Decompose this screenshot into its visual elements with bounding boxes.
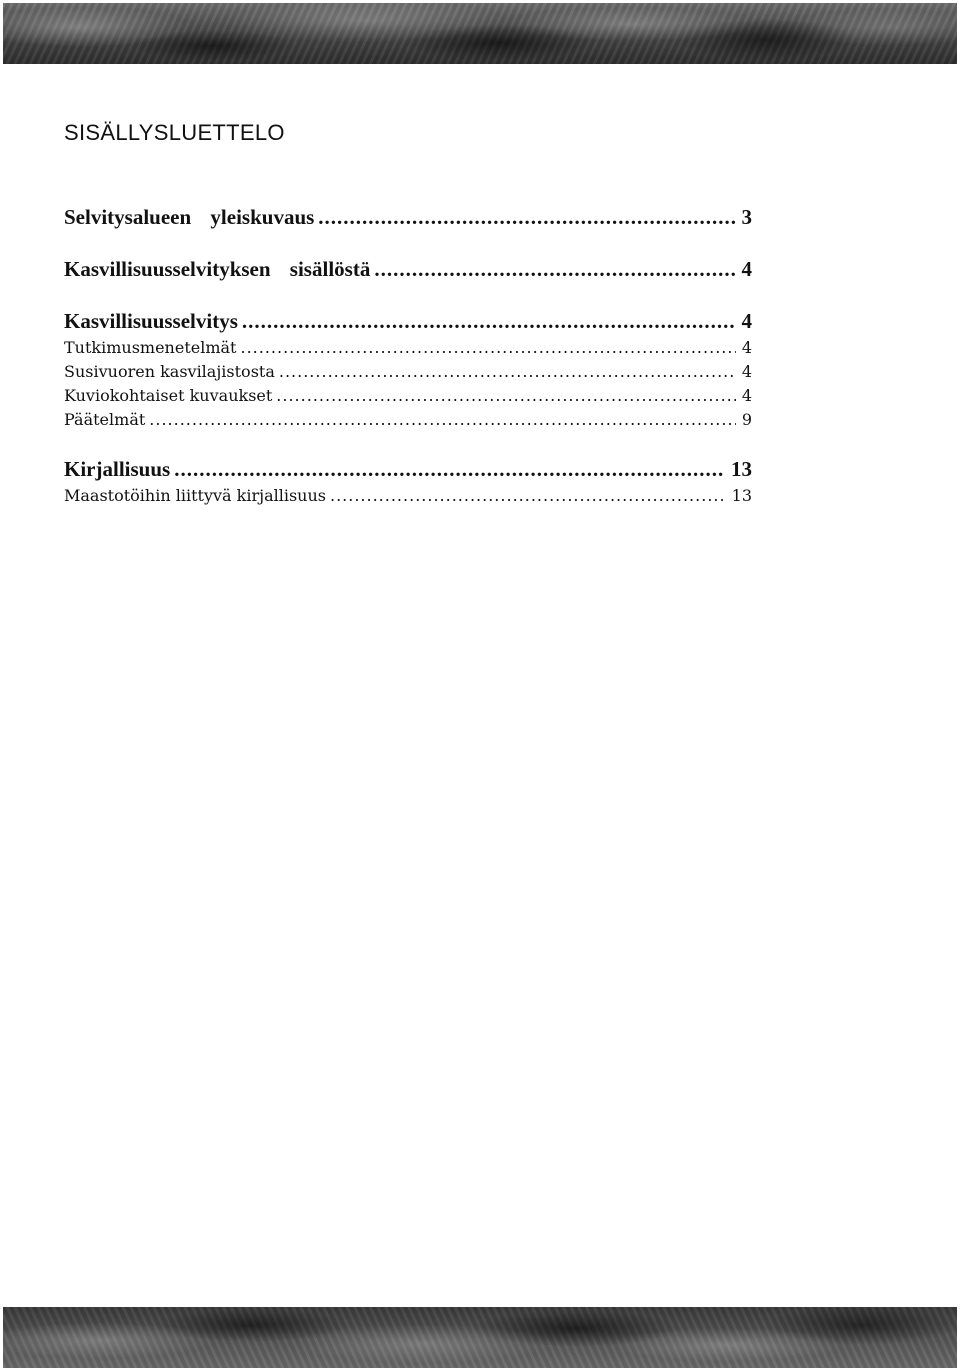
- toc-entry-page-number: 3: [741, 205, 752, 229]
- toc-entry-page-number: 9: [741, 410, 752, 429]
- toc-entry-page-number: 4: [741, 257, 752, 281]
- toc-entry-label: Kasvillisuusselvitys: [64, 309, 238, 333]
- dot-leader: [242, 309, 736, 334]
- dot-leader: [318, 205, 735, 230]
- toc-entry-page-number: 4: [741, 362, 752, 381]
- toc-heading: SISÄLLYSLUETTELO: [64, 120, 285, 145]
- toc-entry-label: Kuviokohtaiset kuvaukset: [64, 386, 273, 405]
- toc-entry-page-number: 4: [741, 309, 752, 333]
- dot-leader: [240, 338, 735, 357]
- toc-entry-tutkimusmenetelmat[interactable]: [64, 338, 752, 357]
- toc-entry-label: Maastotöihin liittyvä kirjallisuus: [64, 486, 326, 505]
- dot-leader: [330, 486, 726, 505]
- dot-leader: [174, 457, 725, 482]
- toc-entry-maastotoihin-liittyva-kirjallisuus[interactable]: [64, 486, 752, 505]
- toc-entry-page-number: 4: [741, 386, 752, 405]
- table-of-contents: [64, 0, 752, 520]
- toc-entry-label: Selvitysalueen yleiskuvaus: [64, 205, 315, 229]
- toc-entry-page-number: 13: [731, 486, 752, 505]
- toc-entry-paatelmat[interactable]: [64, 410, 752, 429]
- toc-entry-label: Päätelmät: [64, 410, 146, 429]
- toc-entry-kasvillisuusselvitys[interactable]: [64, 309, 752, 334]
- toc-entry-susivuoren-kasvilajistosta[interactable]: [64, 362, 752, 381]
- dot-leader: [279, 362, 736, 381]
- toc-entry-kuviokohtaiset-kuvaukset[interactable]: [64, 386, 752, 405]
- toc-entry-selvitysalueen-yleiskuvaus[interactable]: [64, 205, 752, 230]
- toc-entry-label: Kasvillisuusselvityksen sisällöstä: [64, 257, 371, 281]
- toc-entry-page-number: 4: [741, 338, 752, 357]
- toc-entry-label: Tutkimusmenetelmät: [64, 338, 237, 357]
- toc-entry-kirjallisuus[interactable]: [64, 457, 752, 482]
- dot-leader: [374, 257, 735, 282]
- rock-texture-footer-image: [3, 1307, 957, 1368]
- toc-entry-kasvillisuusselvityksen-sisallosta[interactable]: [64, 257, 752, 282]
- dot-leader: [276, 386, 736, 405]
- dot-leader: [149, 410, 736, 429]
- toc-entry-page-number: 13: [731, 457, 752, 481]
- toc-entry-label: Kirjallisuus: [64, 457, 171, 481]
- toc-entry-label: Susivuoren kasvilajistosta: [64, 362, 275, 381]
